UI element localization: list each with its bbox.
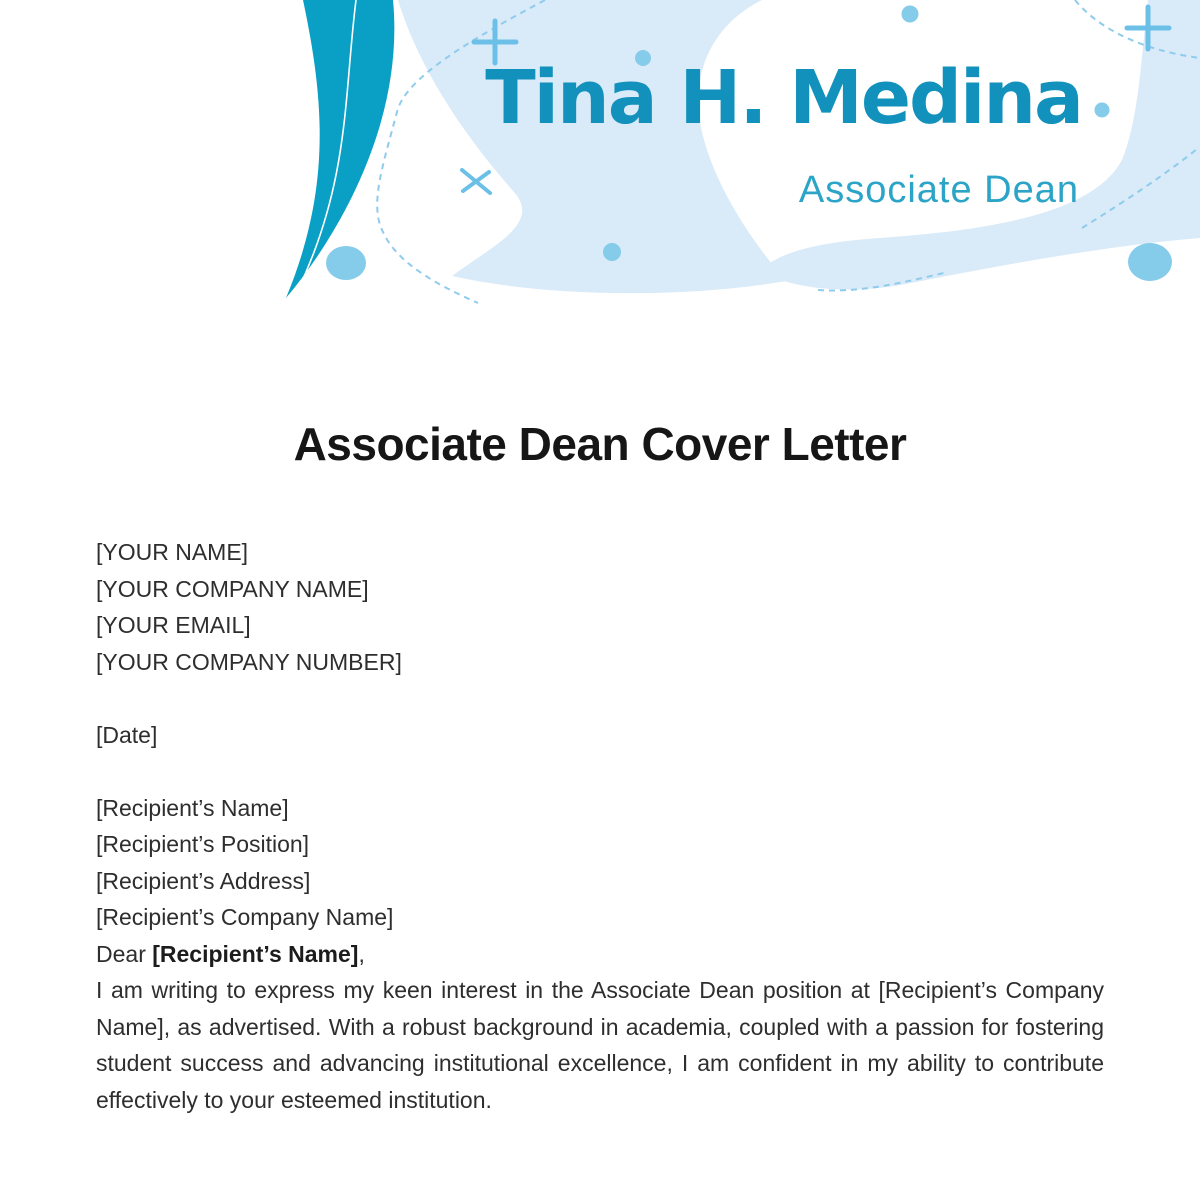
sender-email-line: [YOUR EMAIL] (96, 612, 251, 638)
dot (1128, 243, 1172, 281)
recipient-block (96, 790, 1104, 936)
letterhead (0, 0, 1200, 330)
pale-swoosh-right (760, 0, 1200, 290)
letterhead-name: Tina H. Medina (485, 55, 1082, 141)
dot (902, 6, 919, 23)
letterhead-role: Associate Dean (798, 169, 1079, 211)
sender-company-line: [YOUR COMPANY NAME] (96, 575, 369, 602)
sender-name-line: [YOUR NAME] (96, 539, 249, 565)
recipient-address-line: [Recipient’s Address] (96, 867, 311, 894)
recipient-name-line: [Recipient’s Name] (96, 794, 289, 821)
date-line: [Date] (96, 721, 158, 748)
salutation-suffix: , (358, 940, 365, 967)
letterhead-decoration (0, 0, 1200, 330)
letter-paragraph: I am writing to express my keen interest in the Associate Dean position at [Recipient’s Company Name], as advertised. With a robust background in academia, coupled with a passion for fostering student success and advancing institutional excellence, I am confident in my ability to contribute effectively to your esteemed institution. (96, 977, 1104, 1113)
letter-body (96, 534, 1104, 1118)
recipient-company-line: [Recipient’s Company Name] (96, 904, 394, 930)
sender-block (96, 534, 1104, 680)
salutation-line (96, 936, 1104, 973)
letter-document (0, 418, 1200, 1118)
dot (1095, 103, 1110, 118)
page-title: Associate Dean Cover Letter (293, 418, 907, 470)
recipient-position-line: [Recipient’s Position] (96, 831, 310, 857)
pale-blob-center (398, 0, 786, 293)
salutation-prefix: Dear (96, 940, 153, 967)
x-icon (462, 170, 490, 193)
date-block (96, 717, 1104, 754)
dot (603, 243, 621, 261)
salutation-recipient-name: [Recipient’s Name] (152, 940, 359, 967)
sender-number-line: [YOUR COMPANY NUMBER] (96, 648, 402, 675)
dot (326, 246, 366, 280)
